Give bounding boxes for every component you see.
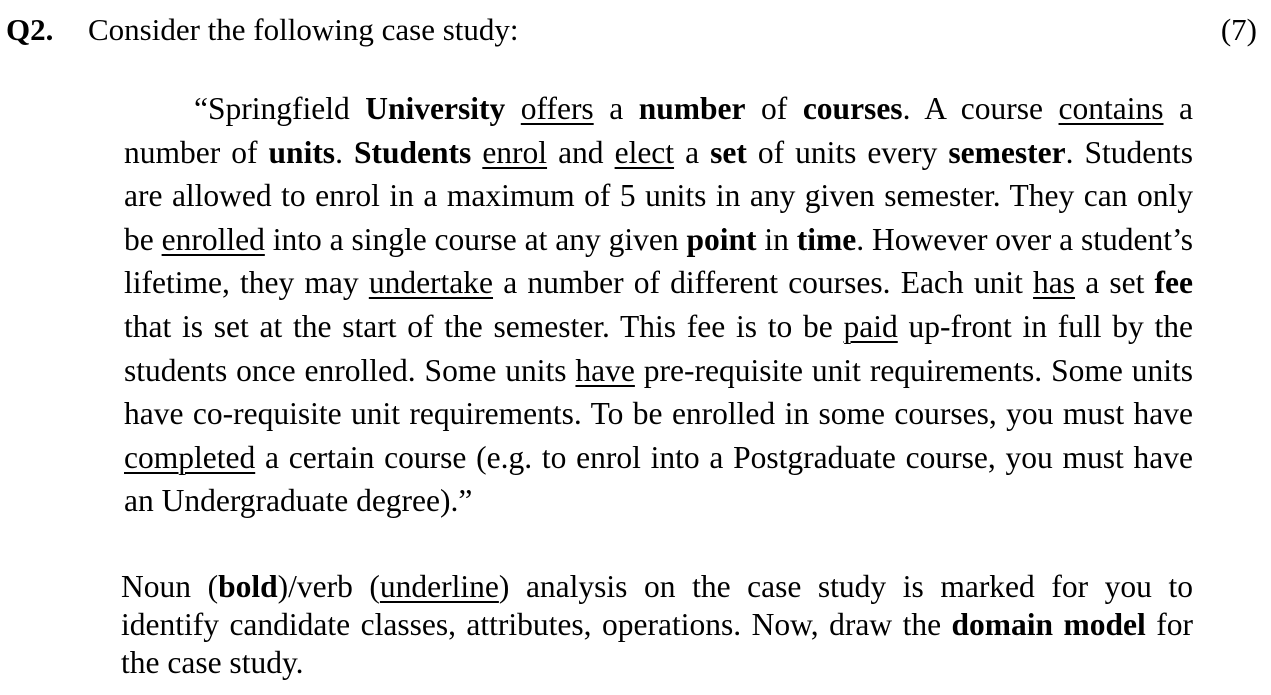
underlined-verb: underline	[379, 569, 499, 604]
bold-noun: Students	[353, 134, 472, 170]
bold-noun: University	[365, 91, 506, 126]
bold-noun: fee	[1154, 265, 1193, 301]
underlined-verb: enrolled	[161, 221, 265, 257]
underlined-verb: elect	[614, 134, 675, 170]
text-run: for the case study.	[121, 607, 1193, 680]
underlined-verb: contains	[1058, 91, 1164, 126]
text-run	[471, 135, 482, 170]
bold-noun: courses	[802, 91, 903, 126]
instructions-paragraph	[121, 568, 1193, 682]
text-run: a	[674, 134, 711, 170]
bold-noun: point	[686, 221, 757, 257]
text-run: that is set at the start of the semester. This fee is to be	[124, 308, 844, 344]
underlined-verb: paid	[843, 308, 898, 344]
bold-noun: semester	[948, 134, 1066, 170]
text-run: a set	[1075, 265, 1155, 301]
text-run: pre-requisite unit requirements. Some units have co-requisite unit requirements. To be enrolled in some courses, you must have	[124, 352, 1193, 432]
bold-noun: units	[268, 134, 336, 170]
bold-noun: number	[638, 91, 746, 126]
text-run: a number of different courses. Each unit	[493, 265, 1034, 301]
text-run: ) analysis on the case study is marked for you to identify candidate classes, attributes, operations. Now, draw the	[121, 569, 1193, 642]
text-run: a number of	[124, 91, 1194, 170]
underlined-verb: enrol	[482, 134, 548, 170]
text-run: a	[593, 91, 639, 126]
text-run: “Springfield	[194, 91, 366, 126]
text-run: in	[756, 221, 797, 257]
underlined-verb: undertake	[368, 265, 494, 301]
bold-noun: bold	[218, 569, 278, 604]
question-prompt: Consider the following case study:	[88, 12, 519, 47]
text-run: )/verb (	[277, 569, 380, 604]
text-run: and	[547, 134, 615, 170]
text-run: of units every	[746, 134, 949, 170]
text-run: into a single course at any given	[264, 221, 687, 257]
text-run: .	[335, 134, 354, 170]
bold-noun: time	[796, 221, 857, 257]
text-run	[505, 91, 521, 126]
text-run: up-front in full by the students once enrolled. Some units	[124, 308, 1193, 388]
case-study-paragraph	[124, 87, 1193, 523]
text-run: a certain course (e.g. to enrol into a Postgraduate course, you must have an Undergraduate degree).”	[124, 439, 1193, 519]
text-run: . A course	[902, 91, 1059, 126]
text-run: Noun (	[121, 569, 219, 604]
bold-noun: set	[710, 134, 747, 170]
bold-noun: domain model	[951, 607, 1146, 642]
question-marks: (7)	[1220, 12, 1257, 47]
question-header	[6, 8, 1257, 52]
underlined-verb: offers	[520, 91, 594, 126]
text-run: . However over a student’s lifetime, they may	[124, 221, 1194, 301]
underlined-verb: completed	[124, 439, 256, 475]
underlined-verb: have	[575, 352, 635, 388]
text-run: . Students are allowed to enrol in a maximum of 5 units in any given semester. They can only be	[124, 134, 1193, 257]
underlined-verb: has	[1033, 265, 1076, 301]
text-run: of	[745, 91, 803, 126]
question-number: Q2.	[6, 12, 54, 47]
